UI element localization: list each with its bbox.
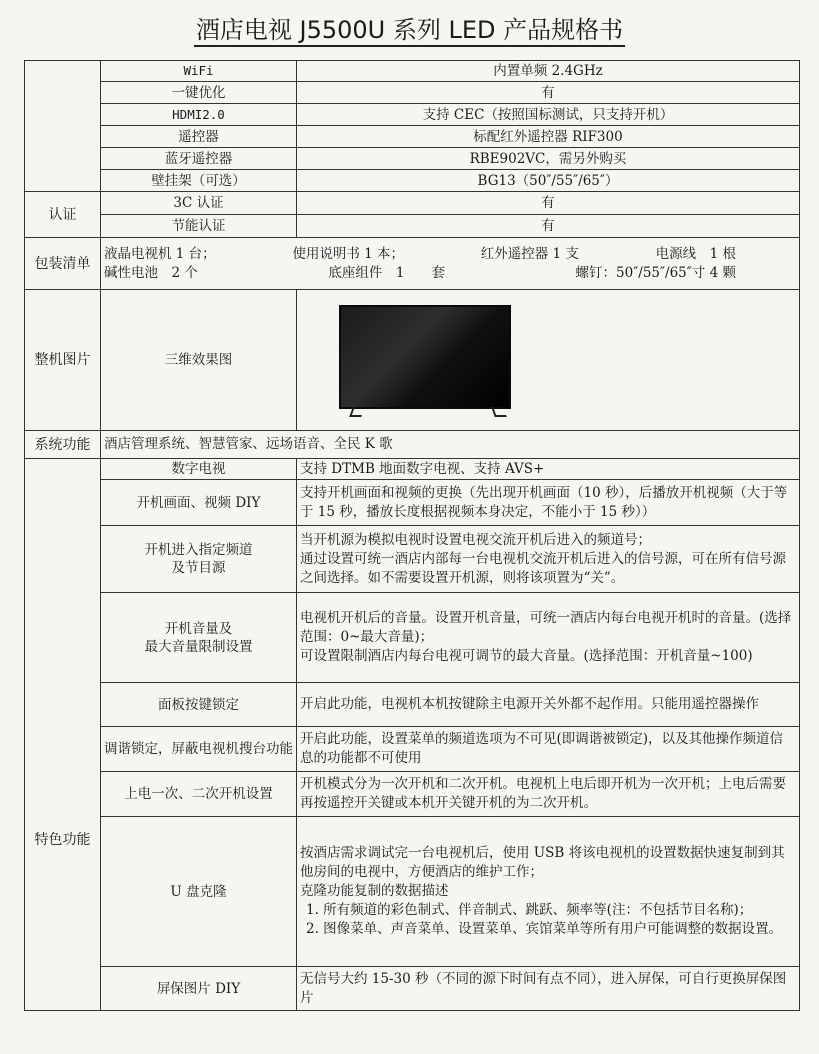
label-wifi: WiFi	[101, 61, 297, 82]
value-boot-diy: 支持开机画面和视频的更换（先出现开机画面（10 秒），后播放开机视频（大于等于 15 秒，播放长度根据视频本身决定，不能小于 15 秒））	[297, 480, 800, 526]
value-screensaver: 无信号大约 15-30 秒（不同的源下时间有点不同），进入屏保，可自行更换屏保图片	[297, 967, 800, 1011]
value-bt-remote: RBE902VC，需另外购买	[297, 148, 800, 170]
pack-item-stand: 底座组件 1 套	[328, 264, 446, 281]
label-boot-channel	[101, 526, 297, 593]
usb-clone-line4: 2. 图像菜单、声音菜单、设置菜单、宾馆菜单等所有用户可能调整的数据设置。	[306, 921, 783, 937]
row-one-key	[25, 82, 800, 104]
label-boot-channel-line2: 及节目源	[171, 560, 226, 576]
row-usb-clone	[25, 817, 800, 967]
value-one-key: 有	[297, 82, 800, 104]
value-tuning-lock: 开启此功能，设置菜单的频道选项为不可见(即调谐被锁定)，以及其他操作频道信息的功能都不可使用	[297, 727, 800, 772]
label-bt-remote: 蓝牙遥控器	[101, 148, 297, 170]
value-boot-volume-line2: 可设置限制酒店内每台电视可调节的最大音量。(选择范围：开机音量~100)	[300, 648, 753, 664]
value-wall-mount: BG13（50″/55″/65″）	[297, 170, 800, 192]
value-boot-volume-line1: 电视机开机后的音量。设置开机音量，可统一酒店内每台电视开机时的音量。(选择范围：0~最大音量)；	[300, 610, 792, 645]
label-power-mode: 上电一次、二次开机设置	[101, 772, 297, 817]
row-boot-diy	[25, 480, 800, 526]
row-tuning-lock	[25, 727, 800, 772]
tv-image	[297, 291, 799, 429]
row-bt-remote	[25, 148, 800, 170]
category-cert: 认证	[25, 192, 101, 238]
row-remote	[25, 126, 800, 148]
row-image	[25, 290, 800, 431]
label-hdmi: HDMI2.0	[101, 104, 297, 126]
value-hdmi: 支持 CEC（按照国标测试，只支持开机）	[297, 104, 800, 126]
value-digital-tv: 支持 DTMB 地面数字电视、支持 AVS+	[297, 459, 800, 480]
category-image: 整机图片	[25, 290, 101, 431]
label-remote: 遥控器	[101, 126, 297, 148]
row-ccc	[25, 192, 800, 215]
usb-clone-line1: 按酒店需求调试完一台电视机后，使用 USB 将该电视机的设置数据快速复制到其他房间的电视中，方便酒店的维护工作；	[300, 845, 785, 880]
label-3d-render: 三维效果图	[101, 290, 297, 431]
row-digital-tv	[25, 459, 800, 480]
pack-item-battery: 碱性电池 2 个	[104, 264, 198, 281]
tv-stand-left-icon	[349, 407, 365, 417]
category-packing: 包装清单	[25, 238, 101, 290]
row-wifi	[25, 61, 800, 82]
row-power-mode	[25, 772, 800, 817]
value-boot-volume	[297, 593, 800, 683]
label-one-key: 一键优化	[101, 82, 297, 104]
value-remote: 标配红外遥控器 RIF300	[297, 126, 800, 148]
row-boot-volume	[25, 593, 800, 683]
label-boot-volume	[101, 593, 297, 683]
document-title: 酒店电视 J5500U 系列 LED 产品规格书	[0, 10, 819, 45]
category-features	[25, 459, 101, 1011]
label-digital-tv: 数字电视	[101, 459, 297, 480]
label-boot-volume-line1: 开机音量及	[164, 620, 233, 637]
row-packing	[25, 238, 800, 290]
row-boot-channel	[25, 526, 800, 593]
row-hdmi	[25, 104, 800, 126]
label-boot-volume-line2: 最大音量限制设置	[144, 638, 253, 655]
usb-clone-line3: 1. 所有频道的彩色制式、伴音制式、跳跃、频率等(注：不包括节目名称)；	[306, 902, 753, 918]
row-screensaver	[25, 967, 800, 1011]
tv-screen-icon	[339, 305, 511, 409]
value-key-lock: 开启此功能，电视机本机按键除主电源开关外都不起作用。只能用遥控器操作	[297, 683, 800, 727]
label-tuning-lock: 调谐锁定，屏蔽电视机搜台功能	[101, 727, 297, 772]
packing-line-2	[104, 264, 796, 283]
value-usb-clone	[297, 817, 800, 967]
value-power-mode: 开机模式分为一次开机和二次开机。电视机上电后即开机为一次开机；上电后需要再按遥控开关键或本机开关键开机的为二次开机。	[297, 772, 800, 817]
packing-list	[101, 238, 800, 290]
label-wall-mount: 壁挂架（可选）	[101, 170, 297, 192]
pack-item-tv: 液晶电视机 1 台；	[104, 245, 216, 262]
category-system: 系统功能	[25, 431, 101, 459]
value-wifi: 内置单频 2.4GHz	[297, 61, 800, 82]
value-boot-channel	[297, 526, 800, 593]
label-boot-diy: 开机画面、视频 DIY	[101, 480, 297, 526]
label-ccc: 3C 认证	[101, 192, 297, 215]
row-system	[25, 431, 800, 459]
pack-item-manual: 使用说明书 1 本；	[292, 245, 405, 262]
value-boot-channel-line2: 通过设置可统一酒店内部每一台电视机交流开机后进入的信号源，可在所有信号源之间选择。如不需要设置开机源，则将该项置为“关”。	[300, 550, 786, 586]
value-system: 酒店管理系统、智慧管家、远场语音、全民 K 歌	[101, 431, 800, 459]
label-usb-clone: U 盘克隆	[101, 817, 297, 967]
label-screensaver: 屏保图片 DIY	[101, 967, 297, 1011]
row-wall-mount	[25, 170, 800, 192]
image-cell	[297, 290, 800, 431]
row-key-lock	[25, 683, 800, 727]
packing-line-1	[104, 245, 796, 264]
label-key-lock: 面板按键锁定	[101, 683, 297, 727]
value-boot-channel-line1: 当开机源为模拟电视时设置电视交流开机后进入的频道号；	[300, 531, 651, 548]
label-energy: 节能认证	[101, 215, 297, 238]
pack-item-screws: 螺钉：50″/55″/65″寸 4 颗	[575, 264, 736, 281]
category-features-label: 特色功能	[34, 831, 91, 848]
pack-item-remote: 红外遥控器 1 支	[480, 245, 579, 262]
category-blank	[25, 61, 101, 192]
pack-item-power-cord: 电源线 1 根	[655, 245, 736, 262]
usb-clone-line2: 克隆功能复制的数据描述	[300, 883, 449, 899]
value-ccc: 有	[297, 192, 800, 215]
label-boot-channel-line1: 开机进入指定频道	[144, 542, 253, 558]
row-energy	[25, 215, 800, 238]
value-energy: 有	[297, 215, 800, 238]
spec-table	[24, 60, 800, 1011]
